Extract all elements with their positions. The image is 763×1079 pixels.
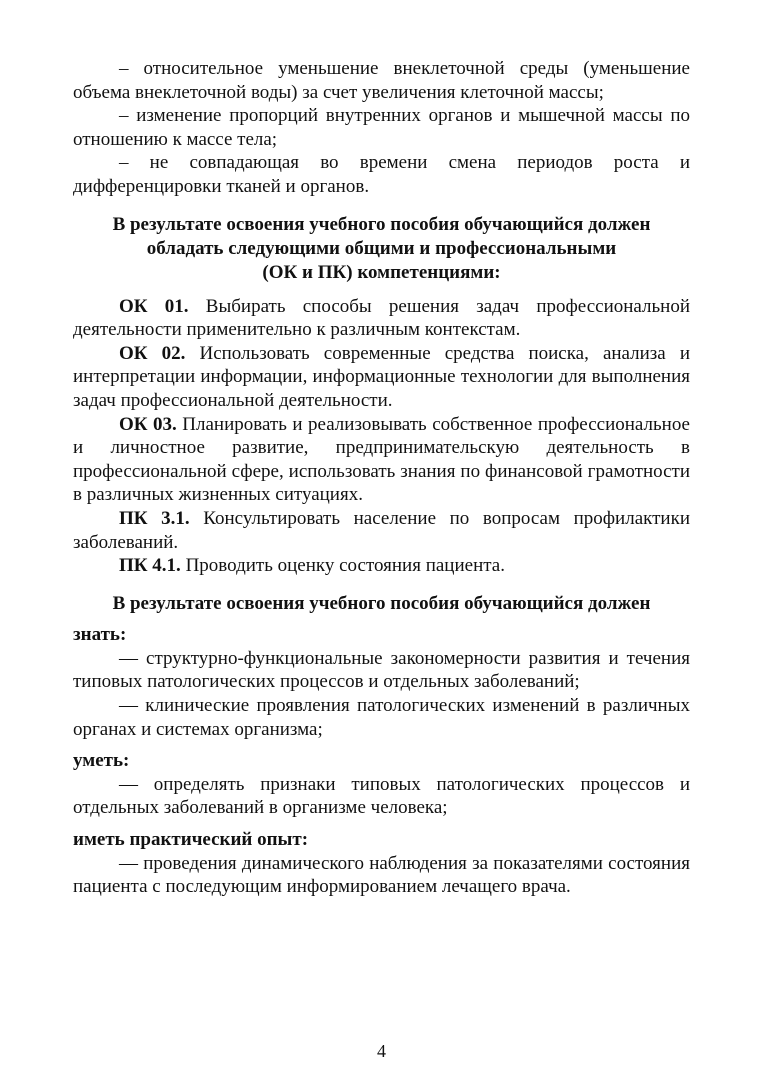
- know-item: — клинические проявления патологических изменений в различных органах и системах организма;: [73, 695, 690, 740]
- able-label: уметь:: [73, 750, 130, 772]
- competence-item: [73, 295, 690, 342]
- competence-item: [73, 342, 690, 413]
- competence-heading-line: В результате освоения учебного пособия обучающийся должен: [112, 213, 651, 235]
- able-item: — определять признаки типовых патологических процессов и отдельных заболеваний в организме человека;: [73, 773, 690, 819]
- competence-item: [73, 507, 690, 554]
- competence-text: Выбирать способы решения задач профессиональной деятельности применительно к различным контекстам.: [73, 295, 690, 341]
- competence-code: ОК 01.: [119, 295, 189, 317]
- competence-text: Планировать и реализовывать собственное профессиональное и личностное развитие, предпринимательскую деятельность в профессиональной сфере, использовать знания по финансовой грамотности в различных жизненных ситуациях.: [73, 413, 690, 506]
- intro-paragraph: – не совпадающая во времени смена периодов роста и дифференцировки тканей и органов.: [73, 152, 690, 197]
- competence-code: ОК 03.: [119, 413, 177, 435]
- competence-code: ПК 4.1.: [119, 555, 181, 577]
- competence-heading: [73, 213, 690, 285]
- intro-paragraph: – изменение пропорций внутренних органов и мышечной массы по отношению к массе тела;: [73, 105, 690, 150]
- competence-item: [73, 413, 690, 507]
- competence-code: ОК 02.: [119, 342, 186, 364]
- know-item: — структурно-функциональные закономерности развития и течения типовых патологических процессов и отдельных заболеваний;: [73, 647, 690, 693]
- competence-code: ПК 3.1.: [119, 507, 190, 529]
- experience-item: — проведения динамического наблюдения за показателями состояния пациента с последующим информированием лечащего врача.: [73, 852, 690, 898]
- document-page: [73, 57, 690, 899]
- competence-heading-line: (ОК и ПК) компетенциями:: [262, 261, 501, 283]
- know-label: знать:: [73, 624, 127, 646]
- competence-text: Консультировать население по вопросам профилактики заболеваний.: [73, 507, 690, 553]
- competence-item: [73, 554, 690, 578]
- outcomes-heading: В результате освоения учебного пособия обучающийся должен: [112, 592, 651, 614]
- competence-heading-line: обладать следующими общими и профессиональными: [146, 237, 617, 259]
- page-number: 4: [377, 1041, 386, 1061]
- experience-label: иметь практический опыт:: [73, 829, 309, 851]
- intro-paragraph: – относительное уменьшение внеклеточной среды (уменьшение объема внеклеточной воды) за счет увеличения клеточной массы;: [73, 58, 690, 103]
- competence-text: Использовать современные средства поиска, анализа и интерпретации информации, информационные технологии для выполнения задач профессиональной деятельности.: [73, 342, 690, 411]
- competence-text: Проводить оценку состояния пациента.: [180, 555, 505, 577]
